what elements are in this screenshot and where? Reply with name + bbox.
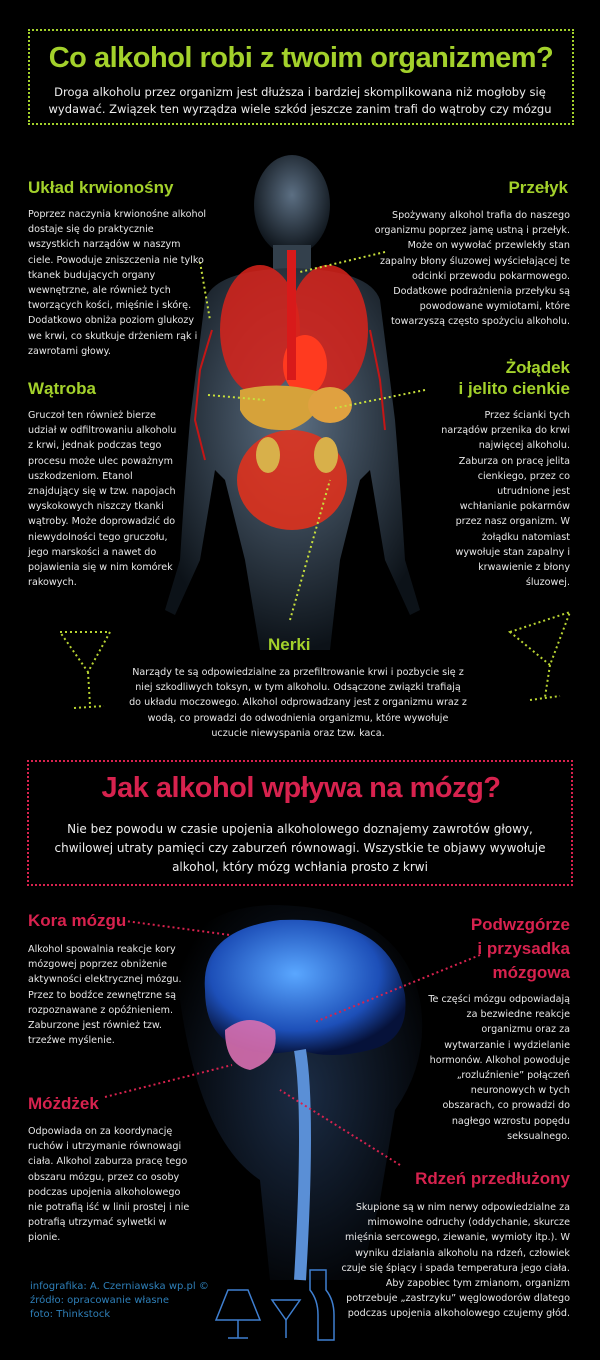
liver-text: Gruczoł ten również bierze udział w odfiltrowaniu alkoholu z krwi, jednak podczas tego procesu może ulec poważnym uszkodzeniom. Etanol znajdujący się w tzw. napojach wyskokowych niszczy tkanki wątroby. Może doprowadzić do niewydolności tego gruczołu, jego marskości a nawet do pojawienia się w nim komórek rakowych.: [28, 410, 177, 589]
credits-author: infografika: A. Czerniawska wp.pl ©: [30, 1281, 209, 1292]
bottle-glasses-icon: [216, 1270, 334, 1340]
cortex-heading: Kora mózgu: [28, 911, 127, 930]
section1-title: Co alkohol robi z twoim organizmem?: [48, 42, 554, 74]
kidneys-text: Narządy te są odpowiedzialne za przefiltrowanie krwi i pozbycie się z niej szkodliwych toksyn, w tym alkoholu. Odsączone związki trafiają do układu moczowego. Alkohol odprowadzany jest z organizmu wraz z wodą, co prowadzi do odwodnienia organizmu, które wywołuje uczucie niewyspania oraz tzw. kaca.: [129, 667, 467, 739]
kidneys-heading: Nerki: [268, 635, 311, 654]
stomach-text: Przez ścianki tych narządów przenika do krwi najwięcej alkoholu. Zaburza on pracę jelita cienkiego, przez co utrudnione jest wchłanianie pokarmów przez nasz organizm. W żołądku natomiast wywołuje stan zapalny i krwawienie z błony śluzowej.: [441, 410, 570, 589]
hypothalamus-heading-line1: Podwzgórze: [470, 915, 570, 934]
blood-heading: Układ krwionośny: [28, 178, 174, 197]
section2-title: Jak alkohol wpływa na mózg?: [101, 772, 501, 804]
medulla-text: Skupione są w nim nerwy odpowiedzialne za mimowolne odruchy (oddychanie, skurcze mięśnia sercowego, ziewanie, wymioty itp.). W wyniku działania alkoholu na rdzeń, człowiek czuje się śpiący i spada temperatura jego ciała. Aby zapobiec tym zmianom, organizm potrzebuje „zastrzyku” węglowodorów dlatego podczas upojenia alkoholowego czujemy głód.: [341, 1202, 570, 1320]
esophagus-heading: Przełyk: [508, 178, 568, 197]
credits-photo: foto: Thinkstock: [30, 1309, 111, 1320]
section2-intro: Nie bez powodu w czasie upojenia alkoholowego doznajemy zawrotów głowy, chwilowej utraty pamięci czy zaburzeń równowagi. Wszystkie te objawy wywołuje alkohol, który mózg wchłania prosto z krwi: [54, 822, 546, 874]
stomach-heading-line2: i jelito cienkie: [458, 379, 570, 398]
liver-heading: Wątroba: [28, 379, 96, 398]
hypothalamus-heading-line3: mózgowa: [492, 963, 570, 982]
cortex-text: Alkohol spowalnia reakcje kory mózgowej poprzez obniżenie aktywności elektrycznej mózgu. Przez to bodźce zewnętrzne są rozpoznawane z opóźnieniem. Zaburzone jest również tzw. trzeźwe myślenie.: [28, 944, 182, 1047]
stomach-heading-line1: Żołądek: [505, 358, 570, 377]
hypothalamus-heading-line2: i przysadka: [477, 939, 570, 958]
blood-text: Poprzez naczynia krwionośne alkohol dostaje się do praktycznie wszystkich narządów w naszym ciele. Powoduje zniszczenia nie tylko tkanek budujących organy wewnętrzne, ale również tych tworzących kości, mięśnie i skórę. Dodatkowo obniża poziom glukozy we krwi, co skutkuje drżeniem rąk i zawrotami głowy.: [28, 209, 207, 357]
esophagus-text: Spożywany alkohol trafia do naszego organizmu poprzez jamę ustną i przełyk. Może on wywołać przewlekły stan zapalny błony śluzowej wyściełającej te odcinki przewodu pokarmowego. Dodatkowe podrażnienia przełyku są powodowane wymiotami, które towarzyszą często spożyciu alkoholu.: [374, 210, 570, 328]
credits: [30, 1280, 209, 1322]
cocktail-glass-right-icon: [510, 612, 570, 700]
credits-source: źródło: opracowanie własne: [30, 1295, 170, 1306]
section1-intro: Droga alkoholu przez organizm jest dłuższa i bardziej skomplikowana niż mogłoby się wydawać. Związek ten wyrządza wiele szkód jeszcze zanim trafi do wątroby czy mózgu: [48, 85, 552, 116]
cerebellum-text: Odpowiada on za koordynację ruchów i utrzymanie równowagi ciała. Alkohol zaburza pracę tego obszaru mózgu, przez co osoby podczas upojenia alkoholowego nie potrafią iść w linii prostej i nie potrafią utrzymać sylwetki w pionie.: [28, 1126, 190, 1244]
cocktail-glass-left-icon: [60, 632, 110, 708]
hypothalamus-text: Te części mózgu odpowiadają za bezwiedne reakcje organizmu oraz za wytwarzanie i wydzielanie hormonów. Alkohol powoduje „rozluźnienie” połączeń neuronowych w tych obszarach, co prowadzi do nagłego wzrostu popędu seksualnego.: [428, 994, 570, 1142]
cerebellum-heading: Móżdżek: [28, 1094, 99, 1113]
medulla-heading: Rdzeń przedłużony: [415, 1169, 570, 1188]
